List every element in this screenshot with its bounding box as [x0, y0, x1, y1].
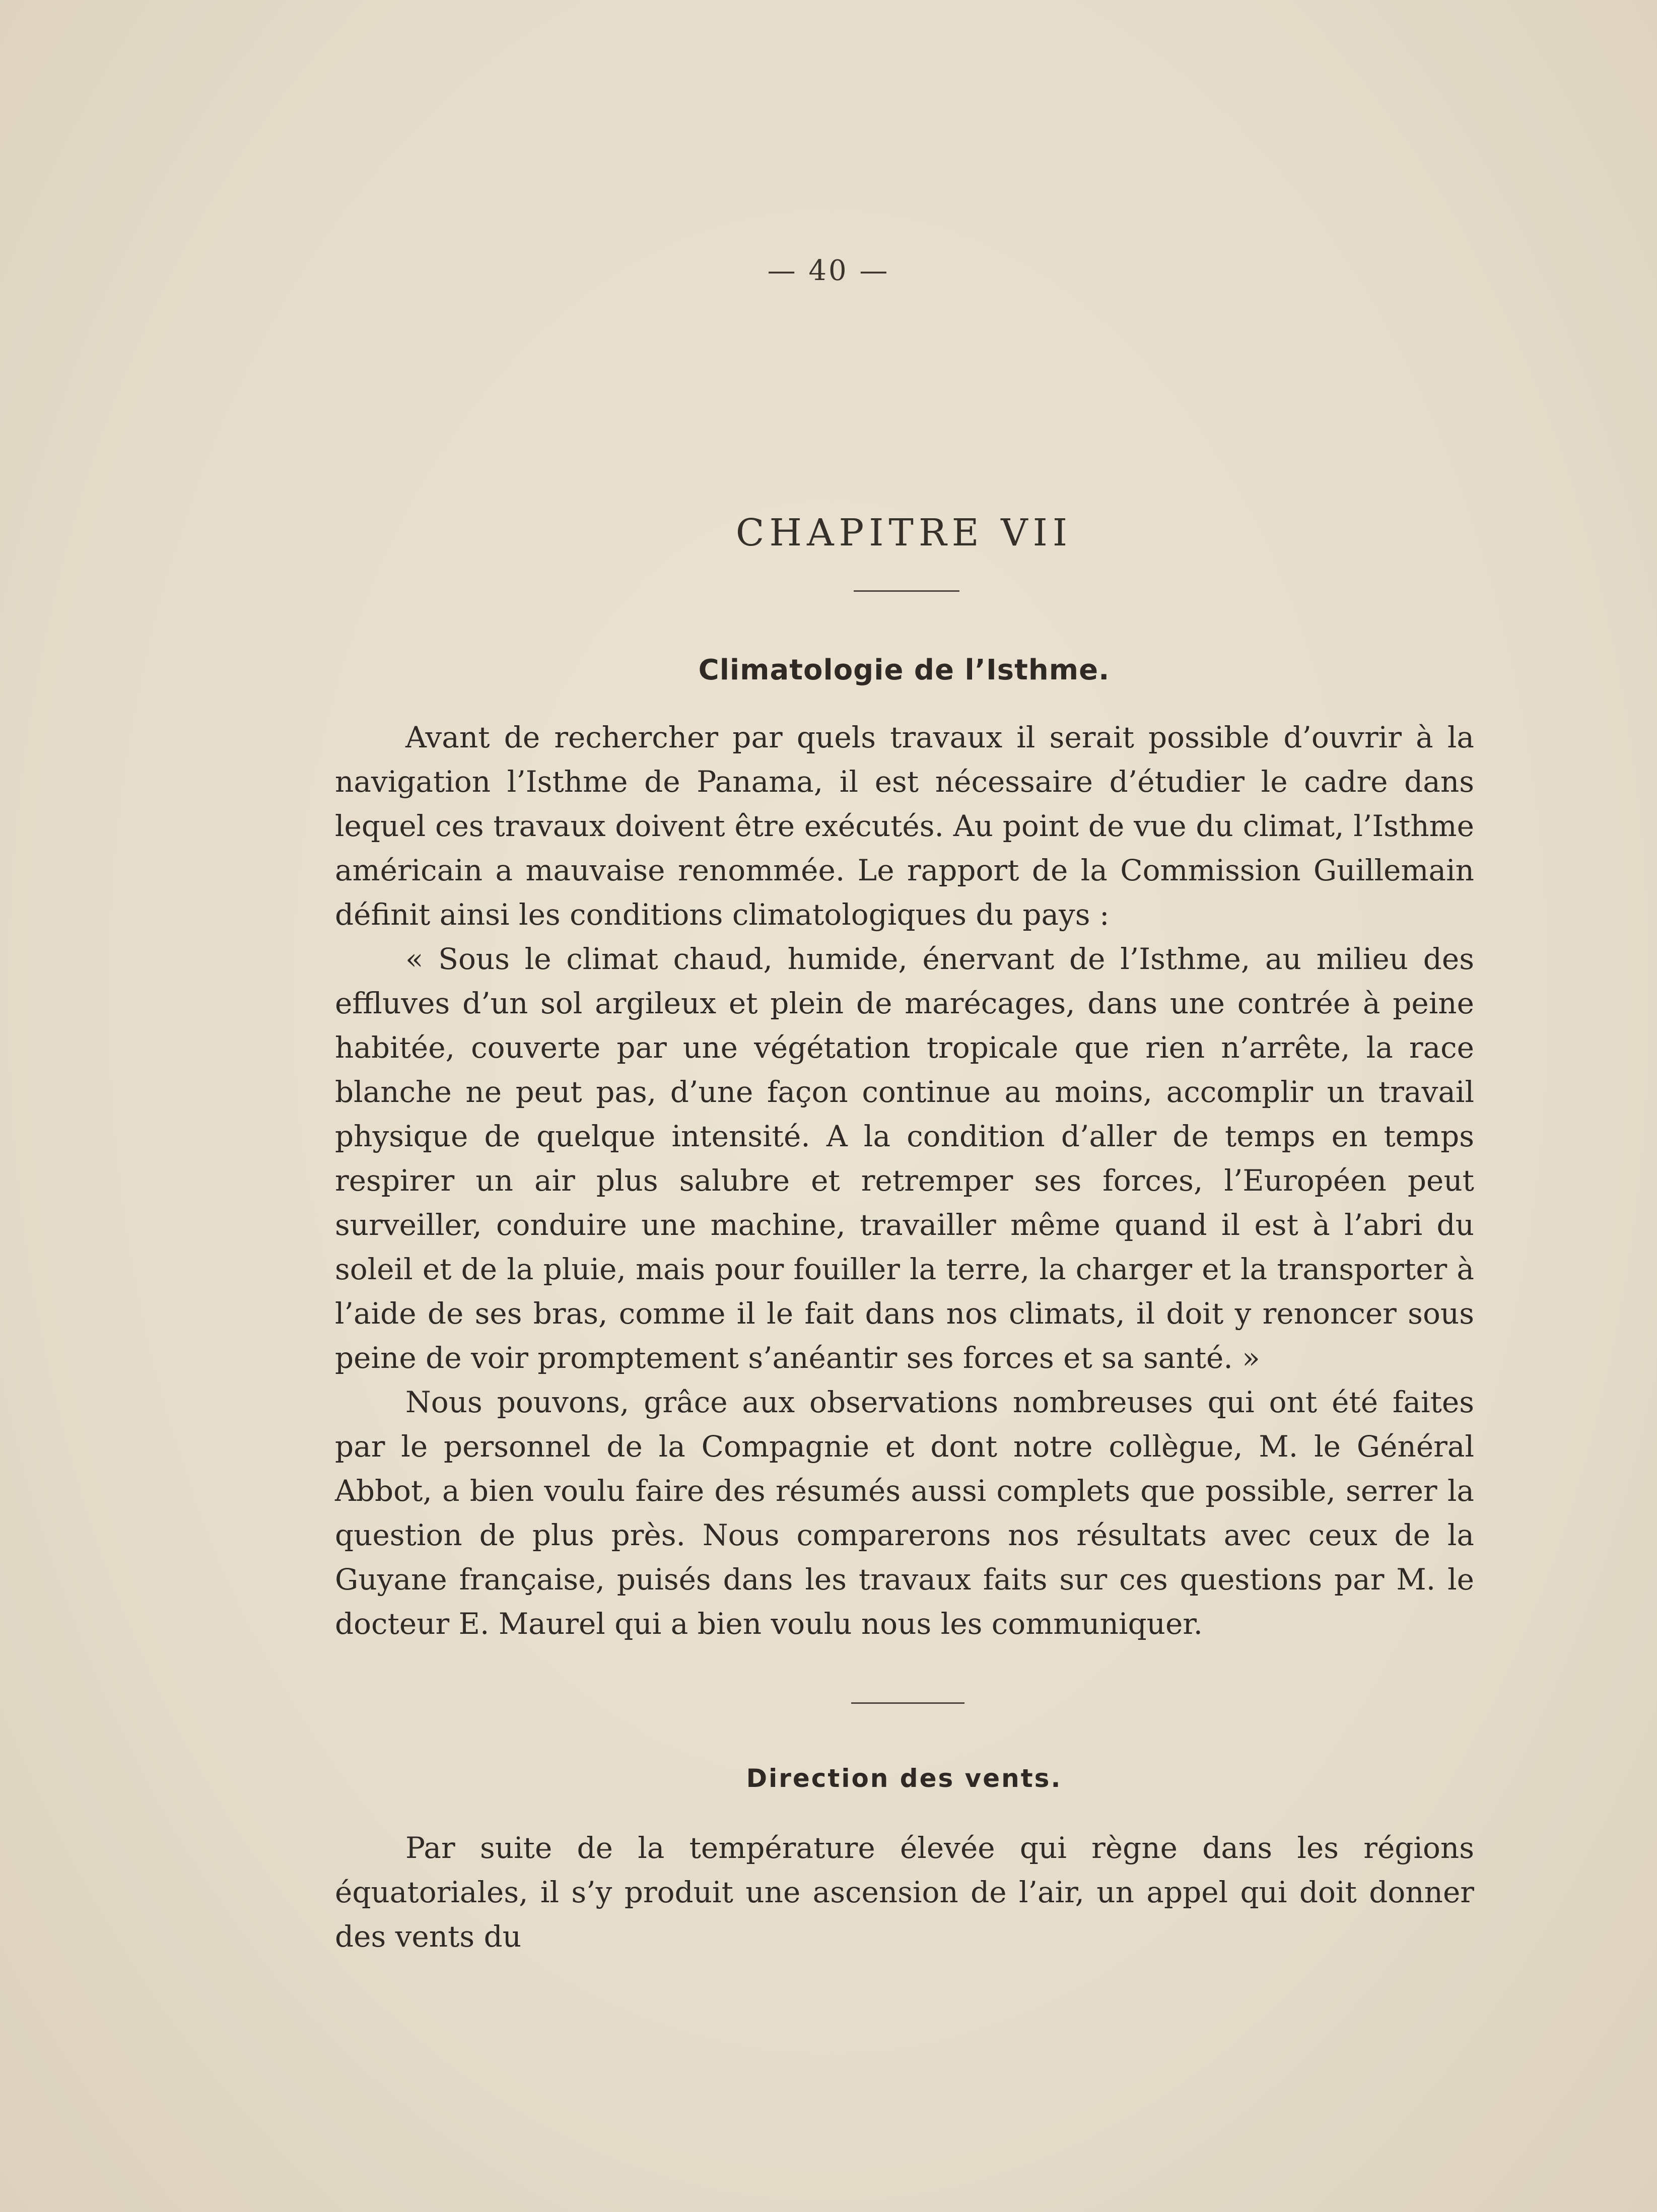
section-divider	[851, 1702, 964, 1704]
paragraph: Avant de rechercher par quels travaux il serait possible d’ouvrir à la navigation l’Isthme de Panama, il est nécessaire d’étudier le cadre dans lequel ces travaux doivent être exécutés. Au point de vue du climat, l’Isthme américain a mauvaise renommée. Le rapport de la Commission Guillemain définit ainsi les conditions climatologiques du pays :	[335, 720, 1474, 932]
page-number: — 40 —	[767, 254, 890, 287]
section-body-climatologie	[335, 715, 1474, 1646]
paragraph: Nous pouvons, grâce aux observations nombreuses qui ont été faites par le personnel de la Compagnie et dont notre collègue, M. le Général Abbot, a bien voulu faire des résumés aussi complets que possible, serrer la question de plus près. Nous comparerons nos résultats avec ceux de la Guyane française, puisés dans les travaux faits sur ces questions par M. le docteur E. Maurel qui a bien voulu nous les communiquer.	[335, 1385, 1474, 1641]
section-body-vents	[335, 1826, 1474, 1959]
chapter-divider	[854, 590, 959, 592]
paragraph: Par suite de la température élevée qui règne dans les régions équatoriales, il s’y produit une ascension de l’air, un appel qui doit donner des vents du	[335, 1831, 1474, 1954]
paragraph-quote: « Sous le climat chaud, humide, énervant de l’Isthme, au milieu des effluves d’un sol argileux et plein de marécages, dans une contrée à peine habitée, couverte par une végétation tropicale que rien n’arrête, la race blanche ne peut pas, d’une façon continue au moins, accomplir un travail physique de quelque intensité. A la condition d’aller de temps en temps respirer un air plus salubre et retremper ses forces, l’Européen peut surveiller, conduire une machine, travailler même quand il est à l’abri du soleil et de la pluie, mais pour fouiller la terre, la charger et la transporter à l’aide de ses bras, comme il le fait dans nos climats, il doit y renoncer sous peine de voir promptement s’anéantir ses forces et sa santé. »	[335, 942, 1474, 1375]
section-title-climatologie: Climatologie de l’Isthme.	[698, 654, 1110, 686]
section-title-vents: Direction des vents.	[746, 1764, 1062, 1793]
chapter-title: CHAPITRE VII	[735, 511, 1073, 555]
